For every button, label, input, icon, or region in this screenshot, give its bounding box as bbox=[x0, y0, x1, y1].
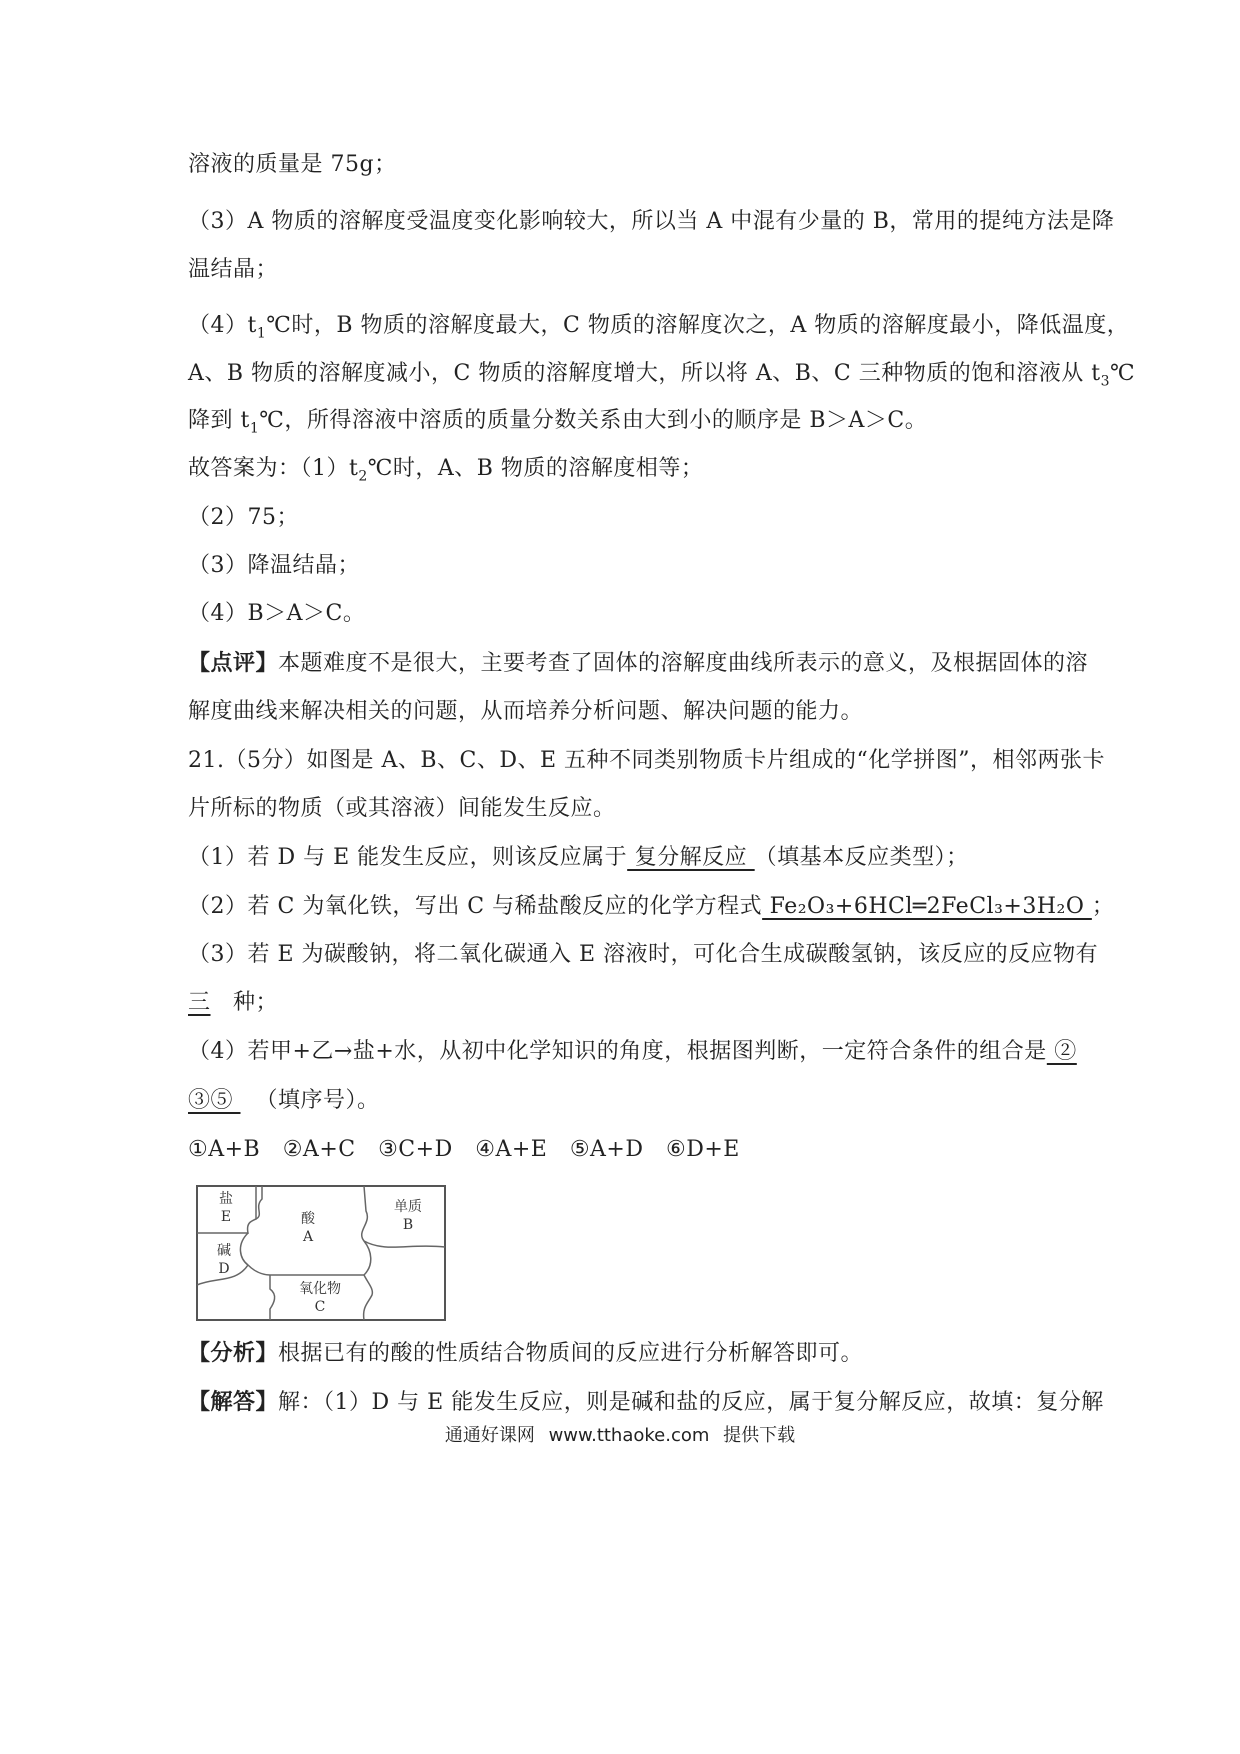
footer-url[interactable]: www.tthaoke.com bbox=[548, 1425, 710, 1446]
solution-tag: 【解答】 bbox=[188, 1389, 279, 1415]
solution-line: 【解答】解：（1）D 与 E 能发生反应，则是碱和盐的反应，属于复分解反应，故填：复分解 bbox=[188, 1389, 1104, 1415]
text-line: 三 种； bbox=[188, 990, 279, 1015]
chemistry-puzzle-diagram bbox=[196, 1185, 446, 1321]
salt-label: 盐 bbox=[219, 1191, 233, 1207]
text-line: 温结晶； bbox=[188, 257, 279, 282]
text-line: ③⑤ （填序号）。 bbox=[188, 1088, 380, 1113]
answer-heading: 故答案为：$(1)t_2℃$时，A、B 物质的溶解度相等； bbox=[188, 456, 704, 485]
base-letter: D bbox=[218, 1261, 230, 1277]
answer-blank: Fe₂O₃+6HCl═2FeCl₃+3H₂O bbox=[762, 894, 1092, 919]
oxide-letter: C bbox=[314, 1299, 326, 1315]
text-line: $(4)t_1℃$时，B 物质的溶解度最大，C 物质的溶解度次之，A 物质的溶解度最小，降低温度， bbox=[188, 313, 1130, 342]
text-line: 溶液的质量是 75g； bbox=[188, 152, 397, 177]
text-line: 解度曲线来解决相关的问题，从而培养分析问题、解决问题的能力。 bbox=[188, 699, 864, 724]
element-label: 单质 bbox=[394, 1199, 422, 1215]
page-footer bbox=[0, 1421, 1240, 1447]
answer-blank: ③⑤ bbox=[188, 1088, 241, 1113]
analysis-tag: 【分析】 bbox=[188, 1340, 279, 1366]
acid-letter: A bbox=[302, 1229, 314, 1245]
sub-question-1: （1）若 D 与 E 能发生反应，则该反应属于 复分解反应 （填基本反应类型）； bbox=[188, 845, 969, 870]
sub-question-3: （3）若 E 为碳酸钠，将二氧化碳通入 E 溶液时，可化合生成碳酸氢钠，该反应的反应物有 bbox=[188, 942, 1099, 967]
sub-question-4: （4）若甲+乙→盐+水，从初中化学知识的角度，根据图判断，一定符合条件的组合是 ② bbox=[188, 1039, 1077, 1064]
comment-tag: 【点评】 bbox=[188, 650, 279, 676]
answer-blank: 三 bbox=[188, 990, 211, 1015]
text-line: （3）A 物质的溶解度受温度变化影响较大，所以当 A 中混有少量的 B，常用的提纯方法是降 bbox=[188, 209, 1115, 234]
text-line: （3）降温结晶； bbox=[188, 553, 360, 578]
answer-blank: 复分解反应 bbox=[627, 845, 755, 870]
text-line: （4）B＞A＞C。 bbox=[188, 601, 366, 626]
text-line: 片所标的物质（或其溶液）间能发生反应。 bbox=[188, 796, 616, 821]
oxide-label: 氧化物 bbox=[299, 1281, 341, 1297]
element-letter: B bbox=[402, 1217, 414, 1233]
analysis-line: 【分析】根据已有的酸的性质结合物质间的反应进行分析解答即可。 bbox=[188, 1340, 864, 1366]
salt-letter: E bbox=[220, 1209, 232, 1225]
footer-note: 提供下载 bbox=[723, 1425, 796, 1446]
base-label: 碱 bbox=[217, 1243, 231, 1259]
question-21: 21.（5分）如图是 A、B、C、D、E 五种不同类别物质卡片组成的“化学拼图”，相邻两张卡 bbox=[188, 748, 1106, 773]
acid-label: 酸 bbox=[301, 1211, 315, 1227]
sub-question-2: （2）若 C 为氧化铁，写出 C 与稀盐酸反应的化学方程式 Fe₂O₃+6HCl═2FeCl₃+3H₂O ； bbox=[188, 894, 1115, 919]
answer-blank: ② bbox=[1046, 1039, 1077, 1064]
comment-line: 【点评】本题难度不是很大，主要考查了固体的溶解度曲线所表示的意义，及根据固体的溶 bbox=[188, 650, 1089, 676]
text-line: 降到 $t_1℃$，所得溶液中溶质的质量分数关系由大到小的顺序是 B＞A＞C。 bbox=[188, 408, 928, 437]
options-line: ①A+B ②A+C ③C+D ④A+E ⑤A+D ⑥D+E bbox=[188, 1137, 740, 1162]
footer-site-name: 通通好课网 bbox=[444, 1425, 535, 1446]
text-line: （2）75； bbox=[188, 505, 299, 530]
text-line: A、B 物质的溶解度减小，C 物质的溶解度增大，所以将 A、B、C 三种物质的饱和溶液从 $t_3℃$ bbox=[188, 361, 1136, 390]
